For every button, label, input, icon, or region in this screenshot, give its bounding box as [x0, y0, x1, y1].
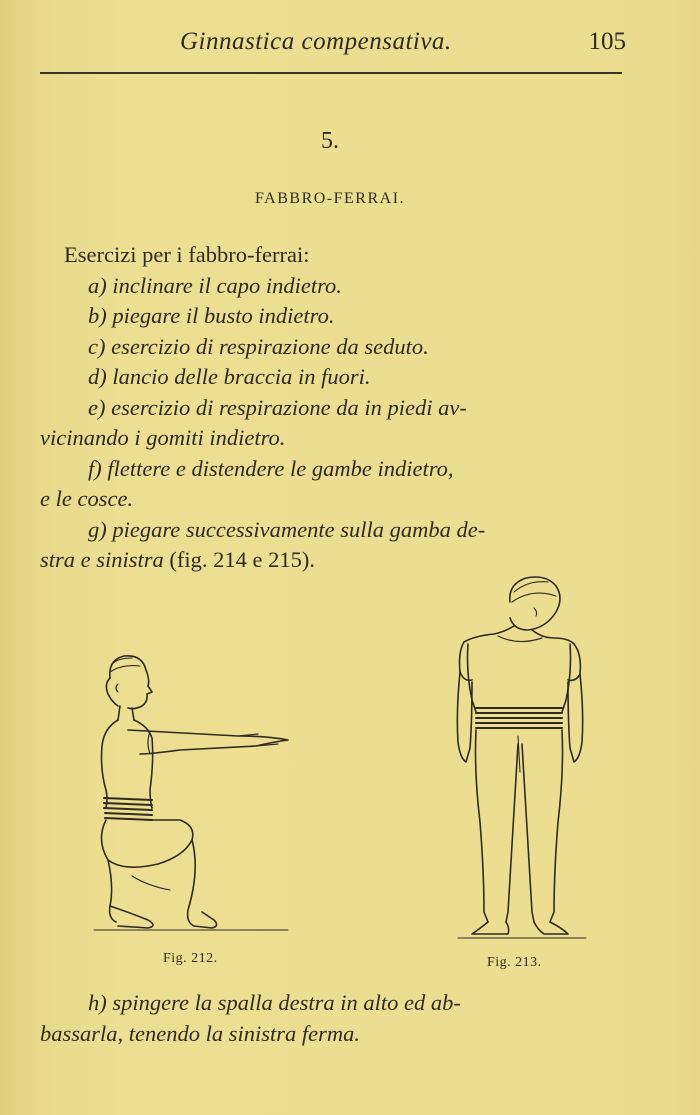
figure-213-caption: Fig. 213. — [487, 955, 542, 970]
item-text: esercizio di respirazione da seduto. — [105, 333, 429, 359]
page-number: 105 — [588, 28, 626, 55]
list-item-g — [40, 515, 628, 546]
list-item-e — [40, 393, 628, 424]
running-title: Ginnastica compensativa. — [180, 28, 452, 55]
item-text: flettere e distendere le gambe indietro, — [101, 455, 454, 481]
item-text: piegare successivamente sulla gamba de- — [106, 516, 486, 542]
item-text: esercizio di respirazione da in piedi av- — [105, 394, 467, 420]
figure-reference: (fig. 214 e 215). — [163, 547, 315, 572]
list-item-e-continued: vicinando i gomiti indietro. — [40, 425, 286, 450]
item-text: spingere la spalla destra in alto ed ab- — [106, 990, 461, 1015]
item-text: inclinare il capo indietro. — [106, 272, 342, 298]
list-item-h — [40, 988, 628, 1019]
item-letter: a) — [88, 272, 107, 298]
figure-213-illustration — [448, 572, 596, 944]
list-item-a — [40, 271, 628, 302]
item-letter: g) — [88, 516, 107, 542]
item-letter: h) — [88, 990, 107, 1015]
figure-212-illustration — [88, 650, 298, 940]
item-letter: f) — [88, 455, 102, 481]
list-item-f-continued: e le cosce. — [40, 486, 134, 511]
header-rule — [40, 72, 622, 74]
item-letter: b) — [88, 303, 107, 328]
item-text: stra e sinistra — [40, 547, 164, 572]
figure-212-caption: Fig. 212. — [163, 951, 218, 966]
section-number: 5. — [321, 128, 339, 154]
section-title: FABBRO-FERRAI. — [254, 190, 406, 207]
list-item-c — [40, 332, 628, 363]
intro-line: Esercizi per i fabbro-ferrai: — [64, 242, 310, 267]
list-item-b — [40, 301, 628, 332]
list-item-g-continued — [40, 545, 628, 576]
exercise-list — [40, 240, 628, 576]
running-head — [40, 28, 630, 62]
final-exercise — [40, 988, 628, 1049]
item-letter: d) — [88, 364, 107, 389]
item-text: lancio delle braccia in fuori. — [106, 364, 371, 389]
item-text: piegare il busto indietro. — [106, 303, 335, 328]
list-item-h-continued: bassarla, tenendo la sinistra ferma. — [40, 1020, 361, 1046]
item-letter: e) — [88, 394, 106, 420]
list-item-d — [40, 362, 628, 393]
list-item-f — [40, 454, 628, 485]
item-letter: c) — [88, 333, 106, 359]
